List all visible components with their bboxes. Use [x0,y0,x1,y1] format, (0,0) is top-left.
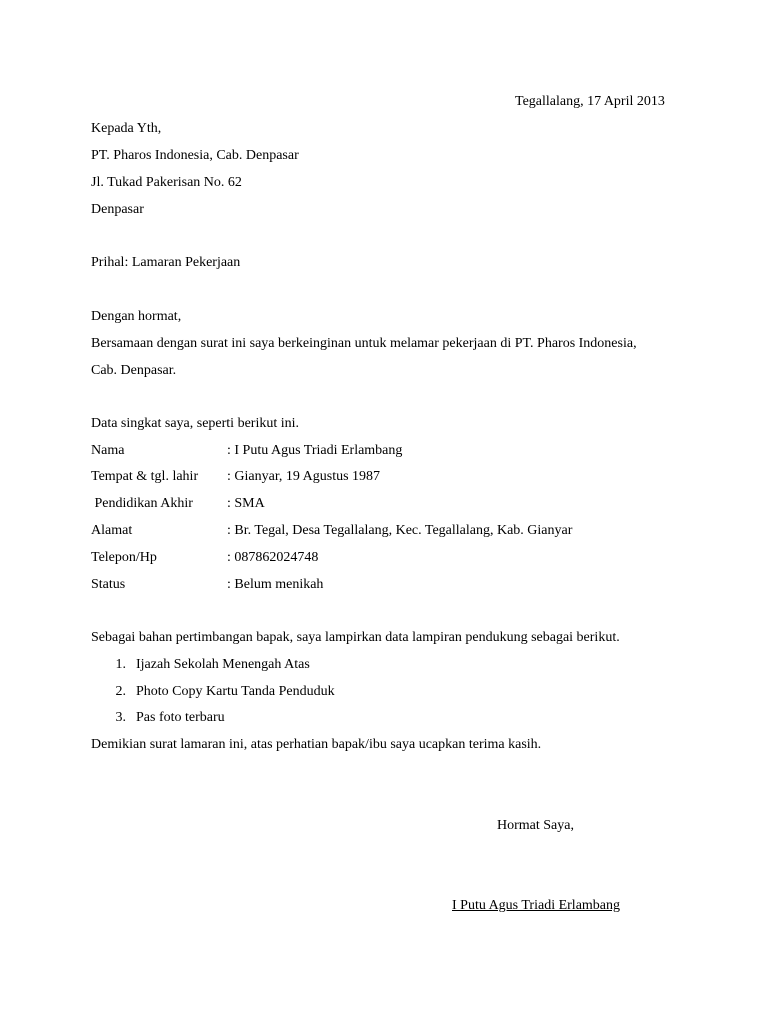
attachment-item: Pas foto terbaru [136,710,225,725]
data-value-alamat: : Br. Tegal, Desa Tegallalang, Kec. Tegallalang, Kab. Gianyar [227,523,573,538]
data-label-pendidikan: Pendidikan Akhir [91,496,193,511]
attachment-number: 2. [115,684,126,699]
greeting: Dengan hormat, [91,309,182,324]
data-value-tempat-tgl-lahir: : Gianyar, 19 Agustus 1987 [227,469,381,484]
intro-line-2: Cab. Denpasar. [91,363,177,378]
data-value-pendidikan: : SMA [227,496,265,511]
recipient-company: PT. Pharos Indonesia, Cab. Denpasar [91,148,299,163]
closing-line: Demikian surat lamaran ini, atas perhatian bapak/ibu saya ucapkan terima kasih. [91,737,542,752]
date-line: Tegallalang, 17 April 2013 [515,94,665,109]
data-label-telepon: Telepon/Hp [91,550,157,565]
sign-off: Hormat Saya, [497,818,574,833]
attachment-number: 1. [115,657,126,672]
attachments-intro: Sebagai bahan pertimbangan bapak, saya lampirkan data lampiran pendukung sebagai berikut. [91,630,620,645]
attachment-item: Photo Copy Kartu Tanda Penduduk [136,684,335,699]
data-value-nama: : I Putu Agus Triadi Erlambang [227,443,403,458]
attachment-item: Ijazah Sekolah Menengah Atas [136,657,310,672]
data-intro: Data singkat saya, seperti berikut ini. [91,416,299,431]
subject-line: Prihal: Lamaran Pekerjaan [91,255,241,270]
data-label-status: Status [91,577,126,592]
recipient-salutation: Kepada Yth, [91,121,162,136]
intro-line-1: Bersamaan dengan surat ini saya berkeinginan untuk melamar pekerjaan di PT. Pharos Indonesia, [91,336,637,351]
attachment-number: 3. [115,710,126,725]
data-label-nama: Nama [91,443,125,458]
data-value-telepon: : 087862024748 [227,550,319,565]
recipient-street: Jl. Tukad Pakerisan No. 62 [91,175,242,190]
recipient-city: Denpasar [91,202,144,217]
signature-name: I Putu Agus Triadi Erlambang [452,898,621,913]
data-label-alamat: Alamat [91,523,133,538]
data-value-status: : Belum menikah [227,577,324,592]
data-label-tempat-tgl-lahir: Tempat & tgl. lahir [91,469,199,484]
